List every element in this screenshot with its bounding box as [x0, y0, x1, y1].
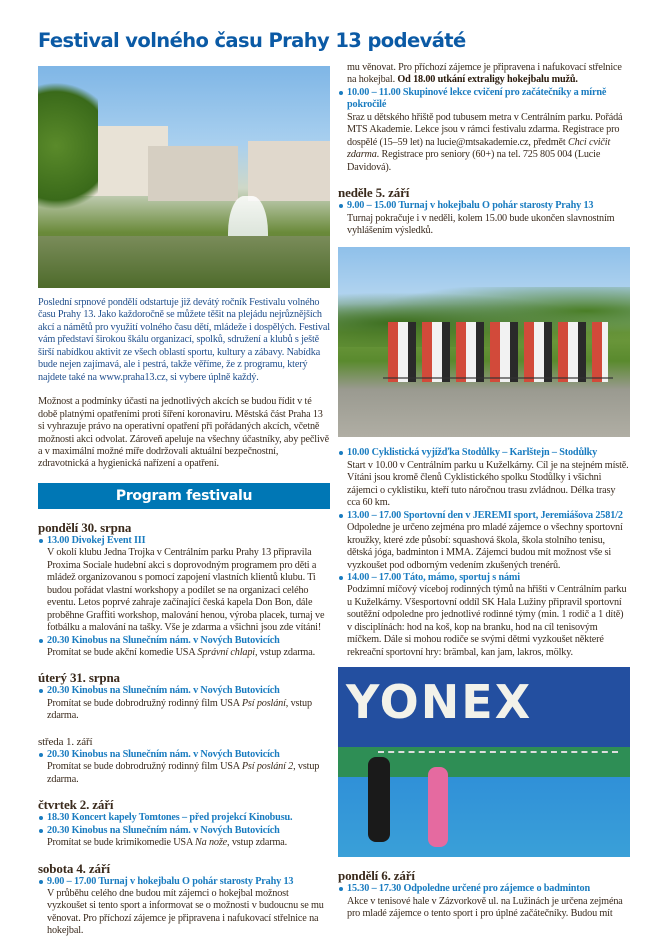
event-title: 15.30 – 17.30 Odpoledne určené pro zájemce o badminton — [338, 883, 630, 895]
day-heading: pondělí 6. září — [338, 868, 415, 884]
day-heading: čtvrtek 2. září — [38, 797, 114, 813]
event-desc: V průběhu celého dne budou mít zájemci o hokejbal možnost vyzkoušet si tento sport a informovat se o možnosti v budoucnu se mu věnovat. Pro příchozí zájemce je připravena i nafukovací střelnice na hokejbal. — [47, 887, 324, 937]
event-desc: Promítat se bude krimikomedie USA Na nože, vstup zdarma. — [47, 837, 288, 849]
event-desc: Start v 10.00 v Centrálním parku u Kuželkárny. Cíl je na stejném místě. Vítáni jsou kromě členů Cyklistického spolku Stodůlky i všichni zájemci o cyklistiku, kteří tuto náročnou trasu zvládnou. Délka trasy cca 60 km. — [347, 459, 629, 509]
event-title: 18.30 Koncert kapely Tomtones – před projekcí Kinobusu. — [38, 812, 330, 824]
yonex-sign: YONEX — [346, 675, 533, 730]
event-title: 20.30 Kinobus na Slunečním nám. v Nových Butovicích — [38, 749, 330, 761]
photo-cyclists — [338, 247, 630, 437]
event-desc: Odpoledne je určeno zejména pro mladé zájemce o všechny sportovní kroužky, které zde působí: squashová škola, škola stolního tenisu, dětská jóga, badminton i MMA. Zájemci budou mít možnost vše si vyzkoušet pod odborným vedením zkušených trenérů. — [347, 522, 623, 571]
photo-badminton — [338, 667, 630, 857]
program-banner: Program festivalu — [38, 483, 330, 509]
event-desc: Akce v tenisové hale v Zázvorkově ul. na Lužinách je určena zejména pro mladé zájemce o tento sport i pro úplné začátečníky. Budou mít — [347, 895, 623, 920]
event-title: 10.00 Cyklistická vyjížďka Stodůlky – Karlštejn – Stodůlky — [338, 447, 630, 459]
event-title: 13.00 – 17.00 Sportovní den v JEREMI sport, Jeremiášova 2581/2 — [338, 510, 630, 522]
photo-flyboard-show — [38, 66, 330, 288]
day-heading: neděle 5. září — [338, 185, 410, 201]
notice-paragraph: Možnost a podmínky účasti na jednotlivých akcích se budou řídit v té době platnými opatřeními proti šíření koronaviru. Městská část Praha 13 si vyhrazuje právo na operativní opatření při pořádaných akcích, včetně možnosti akci odvolat. Zároveň apeluje na všechny účastníky, aby pečlivě a v maximální možné míře dodržovali aktuální bezpečnostní, zdravotnická a hygienická nařízení a opatření. — [38, 396, 329, 470]
event-desc: Podzimní míčový víceboj rodinných týmů na hřišti v Centrálním parku u Kuželkárny. Všesportovní oddíl SK Hala Lužiny připravil sportovní soutěžní odpoledne pro jednotlivé rodinné týmy (min. 1 rodič a 1 dítě) v disciplínách: hod na koš, kop na branku, hod na cíl tenisovým míčkem. Dále si mohou rodiče se svými dětmi vyzkoušet některé rekreační sportovní hry: brämbal, kan jam, lakros, mölky. — [347, 584, 627, 658]
event-title: 13.00 Divokej Event III — [38, 535, 330, 547]
intro-paragraph: Poslední srpnové pondělí odstartuje již devátý ročník Festivalu volného času Prahy 13. Jako každoročně se můžete těšit na plejádu nejrůznějších akcí a námětů pro využití volného času dětí, mládeže i dospělých. Festival vám představí širokou škálu organizací, spolků, sdružení a klubů s ještě širší nabídkou aktivit ze všech oblastí sportu, kultury a zábavy. Nabídka bude nejen zajímavá, ale i pestrá, takže věříme, že z programu, který najdete také na www.praha13.cz, si vybere úplně každý. — [38, 297, 330, 383]
day-heading: středa 1. září — [38, 735, 93, 748]
day-heading: pondělí 30. srpna — [38, 519, 132, 535]
event-desc: V okolí klubu Jedna Trojka v Centrálním parku Prahy 13 připravila Proxima Sociale hudební akci s doprovodným programem pro děti a mládež organizovanou s pomocí zapojení vlastních klientů klubu. Ti budou pořádat vlastní workshopy a podílet se na organizaci celého eventu. Letos poprvé zahraje začínající česká kapela Don Bon, dále proběhne Graffiti workshop, malování henou, výroba placek, turnaj ve fotbálku a malování na tašky. Vše je zdarma a všichni jsou zde vítáni! — [47, 547, 325, 634]
event-title: 9.00 – 17.00 Turnaj v hokejbalu O pohár starosty Prahy 13 — [38, 876, 330, 888]
event-desc: Turnaj pokračuje i v neděli, kolem 15.00 bude ukončen slavnostním vyhlášením výsledků. — [347, 212, 615, 236]
page-title: Festival volného času Prahy 13 podeváté — [38, 29, 466, 52]
event-title: 20.30 Kinobus na Slunečním nám. v Nových Butovicích — [38, 635, 330, 647]
event-desc: Promítat se bude akční komedie USA Správní chlapi, vstup zdarma. — [47, 646, 315, 658]
left-column — [38, 66, 330, 937]
event-desc: Promítat se bude dobrodružný rodinný film USA Psí poslání, vstup zdarma. — [47, 697, 312, 722]
event-desc-continued: mu věnovat. Pro příchozí zájemce je připravena i nafukovací střelnice na hokejbal. Od 18.00 utkání extraligy hokejbalu mužů. — [347, 62, 622, 86]
event-title: 10.00 – 11.00 Skupinové lekce cvičení pro začátečníky a mírně pokročilé — [338, 87, 630, 112]
event-title: 14.00 – 17.00 Táto, mámo, sportuj s námi — [338, 572, 630, 584]
day-heading: sobota 4. září — [38, 860, 110, 876]
event-title: 20.30 Kinobus na Slunečním nám. v Nových Butovicích — [38, 825, 330, 837]
event-title: 9.00 – 15.00 Turnaj v hokejbalu O pohár starosty Prahy 13 — [338, 200, 630, 212]
day-heading: úterý 31. srpna — [38, 670, 120, 686]
event-desc: Sraz u dětského hřiště pod tubusem metra v Centrálním parku. Pořádá MTS Akademie. Lekce jsou v rámci festivalu zdarma. Registrace pro dospělé (15–59 let) na lucie@mtsakademie.cz, předmět Chci cvičit zdarma. Registrace pro seniory (60+) na tel. 725 805 004 (Lucie Davidová). — [347, 111, 623, 173]
event-desc: Promítat se bude dobrodružný rodinný film USA Psí poslání 2, vstup zdarma. — [47, 761, 320, 785]
event-title: 20.30 Kinobus na Slunečním nám. v Nových Butovicích — [38, 685, 330, 697]
right-column — [338, 62, 630, 921]
